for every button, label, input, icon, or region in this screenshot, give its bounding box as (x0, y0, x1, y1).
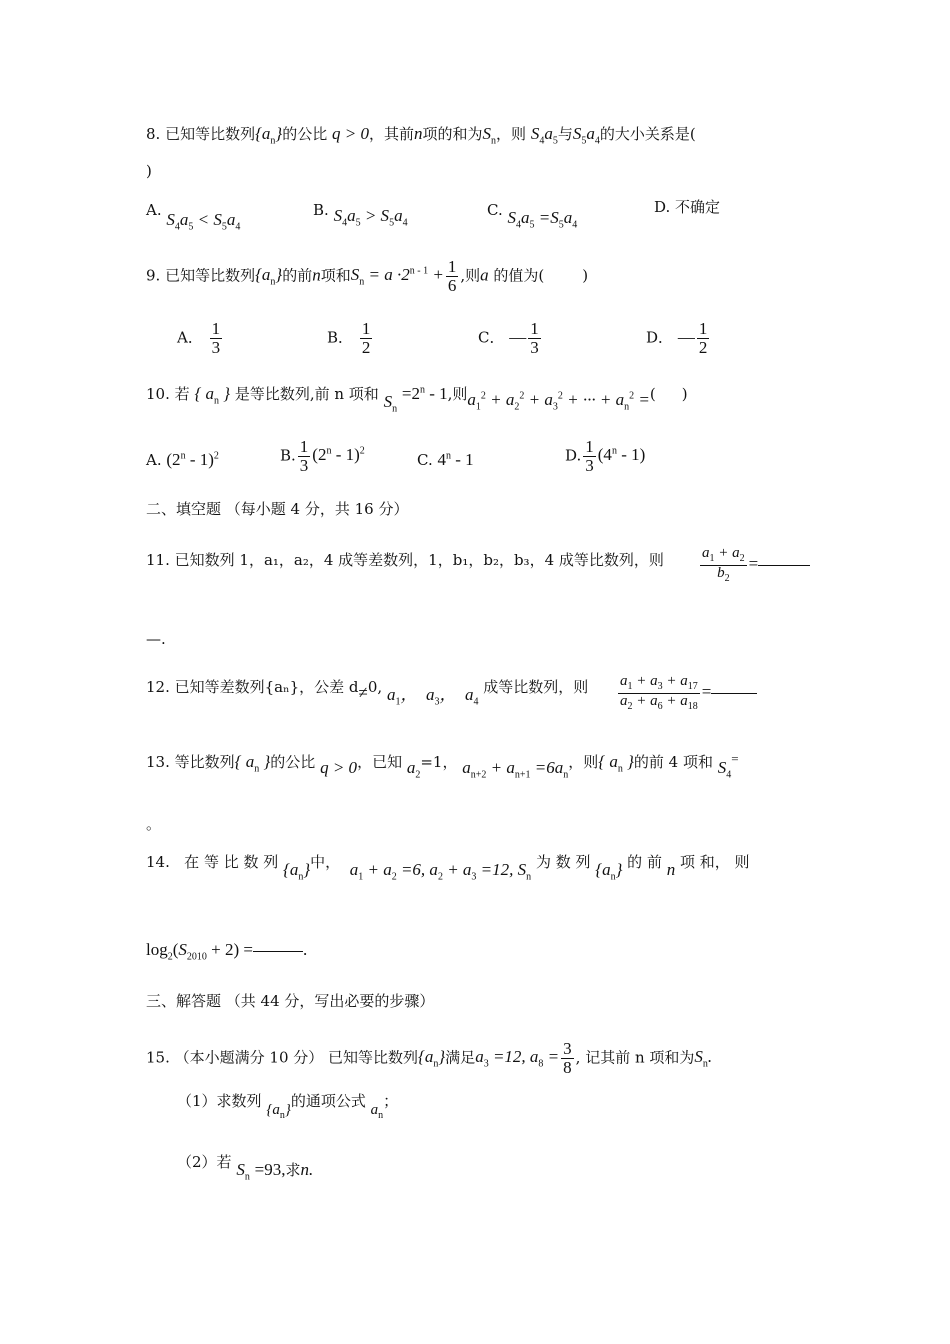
q14-text: 中， (310, 853, 341, 871)
option-label: D. (565, 446, 582, 465)
q15-text: , 记其前 n 项和为 (575, 1048, 695, 1067)
q13-text: ，则 (568, 753, 599, 771)
fraction: $\frac{3}{8}$ (563, 1039, 572, 1077)
q15-text: （2）若 (177, 1153, 232, 1171)
option-label: C． (478, 328, 505, 347)
q8-text: ，其前 (369, 125, 415, 143)
q15-text: （本小题满分 10 分） 已知等比数列 (174, 1048, 419, 1067)
q15-part-2 (177, 1152, 314, 1183)
fraction: $\frac{1}{3}$ (299, 437, 309, 475)
option-label: D． (646, 328, 674, 347)
fraction: $\frac{1}{3}$ (211, 319, 221, 357)
math: n (414, 124, 423, 143)
answer-blank (758, 565, 810, 566)
section-heading: 二、填空题 （每小题 4 分，共 16 分） (146, 500, 409, 518)
q10-close: ) (681, 385, 688, 403)
q8-option-c (487, 200, 578, 231)
math: $S_4a_5 =S_5a_4$ (507, 208, 578, 231)
q14-text: 项 和， 则 (680, 853, 750, 871)
q9-text: 项和 (320, 266, 351, 285)
answer-blank (253, 951, 303, 952)
math: $\{a_n\}$ (418, 1047, 446, 1070)
math: (2$^n$ - 1)$^2$ (312, 445, 365, 465)
math: — (677, 327, 695, 347)
math: n (312, 265, 321, 285)
q9-stem (146, 258, 588, 295)
q14-number: 14. (146, 853, 170, 871)
q8-close: ) (146, 162, 152, 180)
q10-stem (146, 384, 688, 415)
q9-text: 已知等比数列 (165, 266, 256, 285)
math: n (666, 860, 676, 879)
q9-text: ,则 (460, 266, 481, 285)
math: { $a_n$ } (598, 752, 634, 775)
q9-text: 的值为( (493, 266, 545, 285)
fraction: $\frac{a_1 + a_3 + a_{17}}{a_2 + a_6 + a_{18}}$ (620, 673, 698, 712)
q8-text: 的大小关系是( (599, 125, 696, 143)
q9-option-a (177, 320, 224, 357)
math: (2$^n$ - 1)$^2$ (166, 450, 219, 469)
fraction: $\frac{1}{3}$ (530, 319, 539, 357)
math: $a_n$ (370, 1102, 384, 1121)
math: $\{a_n\}$ (266, 1102, 291, 1121)
option-label: B. (313, 201, 329, 219)
q9-option-d (646, 320, 711, 357)
q13-continuation: 。 (146, 815, 162, 833)
math: { $a_n$ } (234, 752, 271, 775)
math: $a_2$ (406, 758, 421, 781)
q12-number: 12. (146, 678, 170, 696)
math: $S_4a_5$ (530, 124, 558, 147)
q8-option-a (146, 200, 241, 233)
math: = (701, 682, 712, 701)
q8-text: 与 (557, 125, 573, 143)
fraction: $\frac{1}{3}$ (585, 437, 594, 475)
q12-text: 已知等差数列{aₙ}，公差 d (174, 678, 359, 696)
math: $a_3 =12$, $a_8$ = (475, 1047, 560, 1070)
q15-text: 求 (285, 1161, 301, 1179)
section-heading: 三、解答题 （共 44 分，写出必要的步骤） (146, 992, 435, 1010)
q8-text: 项的和为 (422, 125, 483, 143)
q10-text: ( (649, 385, 656, 403)
fraction: $\frac{a_1 + a_2}{b_2}$ (702, 545, 745, 584)
q15-text: （1）求数列 (177, 1092, 262, 1110)
q13-number: 13. (146, 753, 170, 771)
math: $a_1 + a_2 =6$, $a_2 + a_3 =12$, $S_n$ (349, 860, 532, 883)
math: $S_5a_4$ (572, 124, 600, 147)
q10-option-b (280, 438, 365, 475)
math: $a_1^2 + a_2^2 + a_3^2$ + ··· + $a_n^2$ = (467, 390, 650, 413)
math: $S_n$ (482, 124, 497, 147)
math: 4$^n$ - 1 (437, 450, 474, 469)
math: = (748, 554, 759, 573)
q14-text: 的 前 (627, 853, 662, 871)
q15-text: 满足 (445, 1048, 476, 1067)
option-label: C. (487, 201, 503, 219)
q12-expression (616, 674, 757, 712)
q11-stem (146, 551, 664, 569)
math: $S_4a_5 > S_5a_4$ (333, 206, 408, 229)
q10-option-d (565, 438, 645, 475)
math: $S_4$ (717, 758, 732, 781)
q13-text: 的公比 (270, 753, 316, 771)
math: $\{a_n\}$ (283, 860, 311, 883)
math: $=2^n - 1$ (401, 384, 448, 403)
math: $\{a_n\}$ (595, 860, 623, 883)
math: $S_n$ (236, 1160, 250, 1183)
math: a (480, 265, 489, 285)
q8-option-d: D. 不确定 (654, 198, 721, 216)
option-label: B． (327, 328, 354, 347)
q15-text: 的通项公式 (290, 1092, 366, 1110)
answer-blank (711, 693, 757, 694)
q11-expression (698, 546, 810, 584)
q14-text: 为 数 列 (535, 853, 591, 871)
q13-text: =1， (420, 753, 458, 771)
q10-option-c (417, 450, 474, 470)
q10-option-a (146, 450, 219, 470)
math: =93, (254, 1160, 286, 1179)
math: $S_n = a \cdot 2^{n - 1}$ + (350, 265, 444, 288)
q15-number: 15. (146, 1048, 170, 1067)
fraction: $\frac{1}{2}$ (361, 319, 371, 357)
math: $\{a_n\}$ (255, 124, 283, 147)
q13-stem (146, 751, 739, 781)
math: ≠ (358, 683, 368, 702)
option-label: A. (146, 201, 162, 219)
option-label: A． (177, 328, 203, 347)
q8-text: 的公比 (282, 125, 328, 143)
math: q > 0 (332, 124, 370, 143)
math: { $a_n$ } (194, 384, 231, 407)
math: $S_n$ (383, 392, 398, 415)
math: $a_{n+2} + a_{n+1} =6a_n$ (462, 758, 569, 781)
math: . (303, 940, 308, 959)
q14-stem (146, 852, 750, 883)
q9-number: 9. (146, 266, 161, 285)
q11-text: 已知数列 1，a₁，a₂，4 成等差数列，1，b₁，b₂，b₃，4 成等比数列，则 (174, 551, 664, 569)
math: = (731, 751, 739, 766)
q9-option-c (478, 320, 543, 357)
q8-number: 8. (146, 125, 161, 143)
math: $S_n$. (694, 1047, 713, 1070)
q14-expression (146, 940, 307, 963)
q9-close: ) (582, 266, 589, 285)
q10-text: 是等比数列,前 n 项和 (234, 385, 379, 403)
option-label: B. (280, 446, 296, 465)
q10-text: ,则 (447, 385, 468, 403)
math: q > 0 (320, 758, 358, 777)
q8-text: 已知等比数列 (165, 125, 256, 143)
q13-text: 等比数列 (174, 753, 235, 771)
fraction: $\frac{1}{6}$ (447, 257, 457, 295)
fraction: $\frac{1}{2}$ (698, 319, 708, 357)
q10-text: 若 (174, 385, 190, 403)
q12-text: 0, (367, 678, 383, 696)
q13-text: ，已知 (357, 753, 403, 771)
q12-text: 成等比数列，则 (483, 678, 589, 696)
math: (4$^n$ - 1) (597, 445, 646, 465)
math: $\log_2(S_{2010} + 2)$ = (146, 940, 253, 963)
math: — (509, 327, 527, 347)
q9-text: 的前 (282, 266, 313, 285)
q8-option-b (313, 200, 408, 229)
q11-continuation: —. (146, 630, 166, 648)
math: $S_4a_5 < S_5a_4$ (166, 210, 241, 233)
q12-stem (146, 677, 589, 708)
q13-text: 的前 4 项和 (633, 753, 713, 771)
q15-text: ； (383, 1092, 399, 1110)
q15-part-1 (177, 1092, 399, 1121)
q8-text: ，则 (496, 125, 527, 143)
q14-text: 在 等 比 数 列 (184, 853, 279, 871)
q11-number: 11. (146, 551, 170, 569)
q9-option-b (327, 320, 374, 357)
math: n. (300, 1160, 314, 1179)
q10-number: 10. (146, 385, 170, 403)
math: $a_1$， $a_3$， $a_4$ (386, 685, 479, 708)
q8-stem (146, 124, 696, 147)
option-label: C. (417, 451, 433, 469)
math: $\{a_n\}$ (255, 265, 283, 288)
option-label: A. (146, 451, 162, 469)
q15-stem (146, 1040, 712, 1077)
